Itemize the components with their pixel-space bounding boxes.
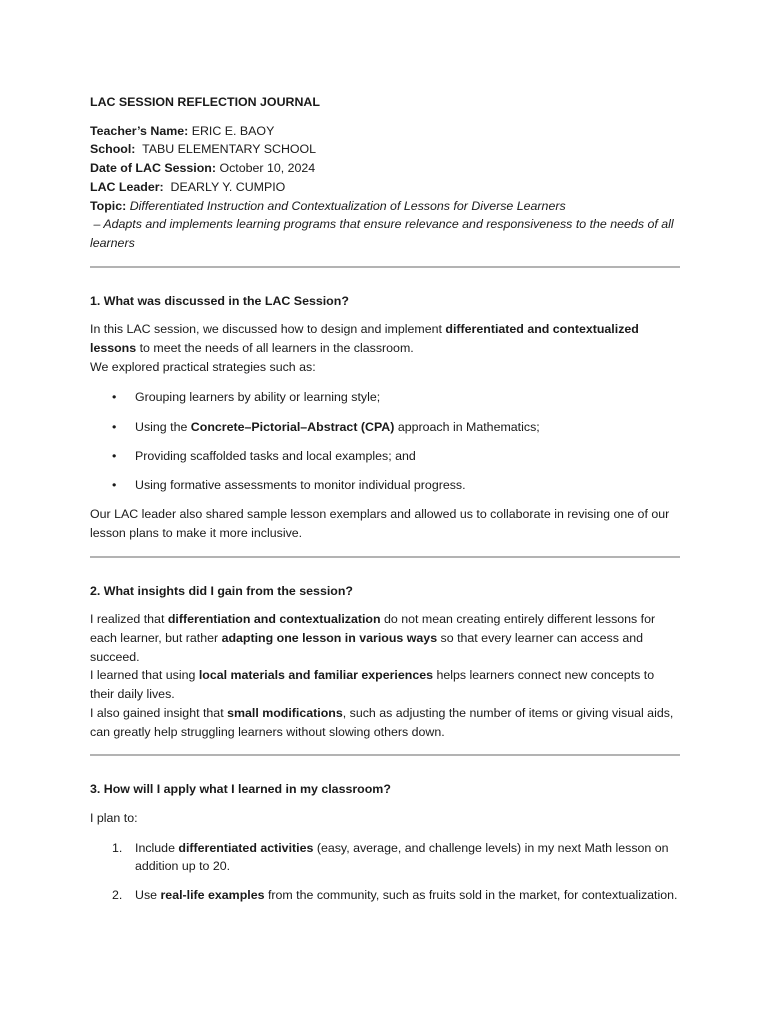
date-label: Date of LAC Session:: [90, 161, 216, 176]
bullet-icon: •: [112, 478, 117, 493]
topic-subtext: [90, 215, 680, 252]
leader-label: LAC Leader:: [90, 179, 164, 194]
bullet-icon: •: [112, 448, 117, 463]
q2-p3-text: I also gained insight that: [90, 705, 228, 720]
q1-p1-strategies-intro: We explored practical strategies such as:: [90, 359, 316, 374]
document-title: LAC SESSION REFLECTION JOURNAL: [90, 95, 320, 109]
section-divider: [90, 266, 680, 268]
list-item: [90, 388, 680, 407]
list-item-text-end: (easy, average, and challenge levels) in my next Math lesson on addition up to 20.: [135, 840, 669, 874]
list-item-bold: differentiated activities: [178, 840, 314, 855]
topic-value: Differentiated Instruction and Contextualization of Lessons for Diverse Learners: [126, 198, 566, 213]
q2-p1-bold: differentiation and contextualization: [167, 612, 381, 627]
question-3-heading: 3. How will I apply what I learned in my classroom?: [90, 782, 391, 797]
list-number: 2.: [112, 888, 123, 903]
q1-paragraph-1: [90, 320, 680, 376]
list-item-text: Providing scaffolded tasks and local examples; and: [135, 448, 416, 463]
leader-line: [90, 178, 680, 197]
q2-p2-text-end: helps learners connect new concepts to their daily lives.: [90, 668, 655, 702]
school-label: School:: [90, 142, 136, 157]
list-item-text-end: from the community, such as fruits sold in the market, for contextualization.: [264, 888, 678, 903]
teacher-name-value: ERIC E. BAOY: [188, 123, 275, 138]
q3-intro: I plan to:: [90, 810, 138, 825]
list-item-text-end: approach in Mathematics;: [394, 419, 540, 434]
leader-value: DEARLY Y. CUMPIO: [163, 179, 286, 194]
list-item-text: Include: [135, 840, 179, 855]
date-line: [90, 159, 680, 178]
q2-paragraph: [90, 610, 680, 741]
list-item-text: Grouping learners by ability or learning style;: [135, 390, 381, 405]
date-value: October 10, 2024: [216, 161, 316, 176]
q2-p1-text-end: so that every learner can access and succeed.: [90, 631, 644, 664]
topic-line: [90, 197, 680, 216]
q2-p1-bold-2: adapting one lesson in various ways: [221, 631, 438, 646]
question-2-heading: 2. What insights did I gain from the session?: [90, 583, 353, 598]
q2-p1-text: I realized that: [90, 612, 168, 627]
q1-p1-bold: differentiated and contextualized lessons: [90, 322, 639, 356]
school-value: TABU ELEMENTARY SCHOOL: [135, 142, 317, 157]
list-item-bold: Concrete–Pictorial–Abstract (CPA): [190, 419, 395, 434]
q2-p1-text-mid: do not mean creating entirely different lessons for each learner, but rather: [90, 612, 656, 646]
topic-competency: – Adapts and implements learning programs that ensure relevance and responsiveness to the needs of all learners: [90, 217, 678, 250]
document-page: [90, 93, 680, 915]
q3-plan-list: [90, 839, 680, 905]
q2-p2-bold: local materials and familiar experiences: [198, 668, 434, 683]
list-item-text: Use: [135, 888, 161, 903]
section-divider: [90, 754, 680, 756]
q2-p2-text: I learned that using: [90, 668, 199, 683]
list-item: [90, 476, 680, 495]
list-item-bold: real-life examples: [160, 888, 265, 903]
school-line: [90, 140, 680, 159]
list-item: [90, 447, 680, 466]
section-divider: [90, 556, 680, 558]
question-1-heading: 1. What was discussed in the LAC Session?: [90, 293, 349, 308]
q1-strategy-list: [90, 388, 680, 494]
q1-p1-text-end: to meet the needs of all learners in the classroom.: [136, 341, 414, 356]
q2-p3-text-end: , such as adjusting the number of items or giving visual aids, can greatly help struggling learners without slowing others down.: [90, 705, 674, 739]
bullet-icon: •: [112, 390, 117, 405]
q2-p3-bold: small modifications: [227, 705, 343, 720]
teacher-name-label: Teacher’s Name:: [90, 123, 189, 138]
list-item-text: Using the: [135, 419, 191, 434]
list-item: [90, 418, 680, 437]
q1-p1-text: In this LAC session, we discussed how to design and implement: [90, 322, 446, 337]
list-item-text: Using formative assessments to monitor individual progress.: [135, 478, 466, 493]
teacher-name-line: [90, 122, 680, 141]
list-item: [90, 886, 680, 905]
list-number: 1.: [112, 840, 123, 855]
topic-label: Topic:: [90, 198, 127, 213]
q1-paragraph-2: Our LAC leader also shared sample lesson exemplars and allowed us to collaborate in revising one of our lesson plans to make it more inclusive.: [90, 507, 670, 540]
list-item: [90, 839, 680, 876]
bullet-icon: •: [112, 419, 117, 434]
